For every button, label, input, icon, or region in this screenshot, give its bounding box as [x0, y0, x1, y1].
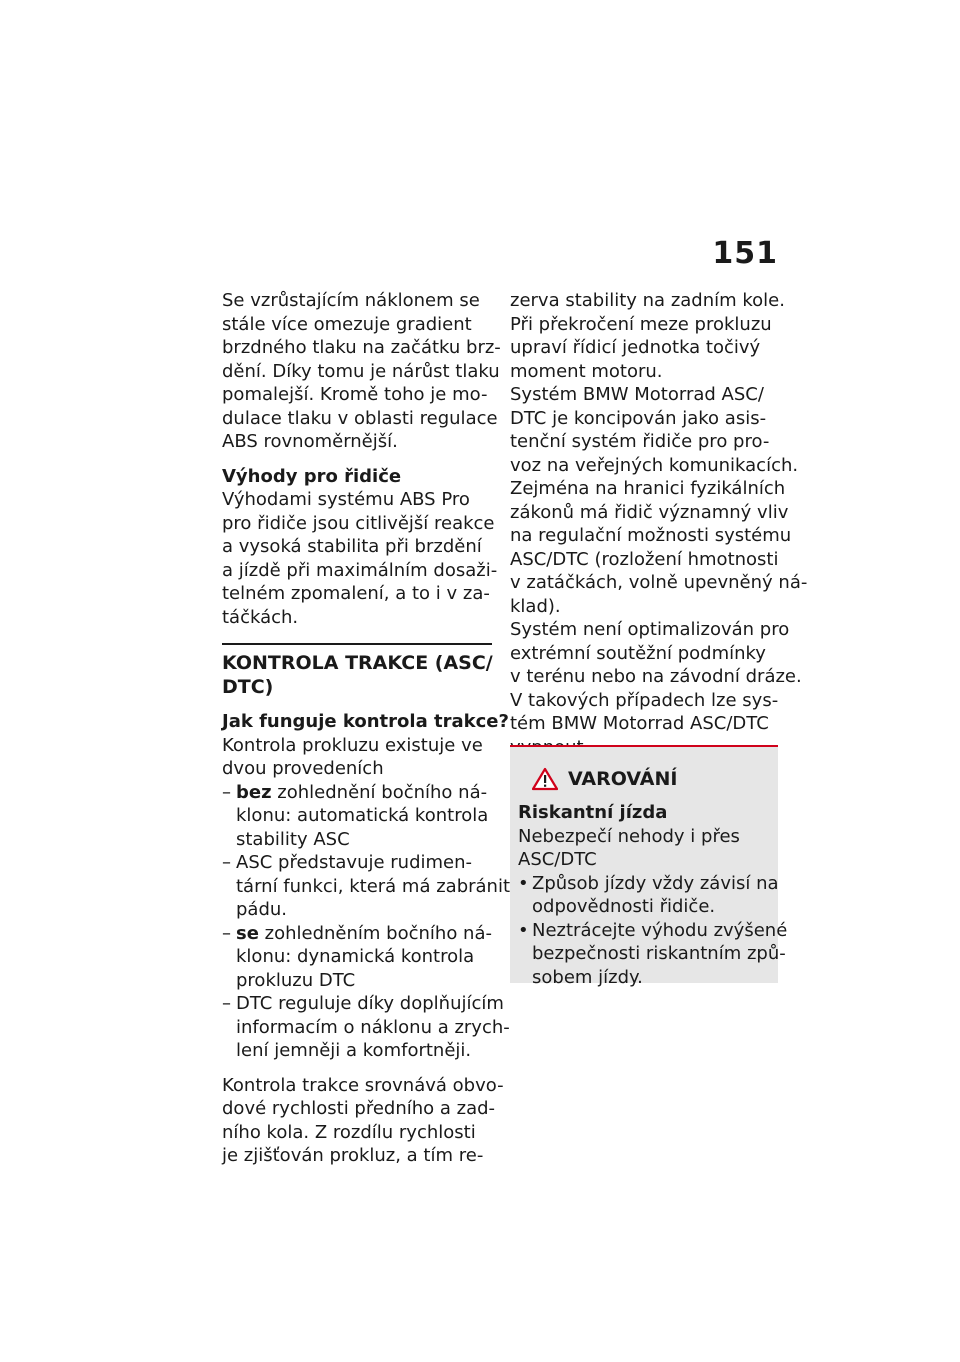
list-item-text: DTC reguluje díky doplňujícím: [236, 993, 504, 1014]
list-item-text: zohledněním bočního ná-: [258, 922, 492, 944]
text-line: a vysoká stabilita při brzdění: [222, 536, 482, 557]
text-line: pro řidiče jsou citlivější reakce: [222, 512, 495, 534]
dash-mark: –: [222, 781, 231, 803]
text-line: Systém BMW Motorrad ASC/: [510, 384, 764, 405]
list-item: [222, 851, 511, 922]
text-line: pádu.: [236, 899, 288, 920]
text-line: brzdného tlaku na začátku brz-: [222, 337, 501, 358]
bullet-text: Neztrácejte výhodu zvýšené: [532, 919, 788, 941]
bullet-mark: •: [518, 872, 529, 894]
text-line: dění. Díky tomu je nárůst tlaku: [222, 360, 500, 382]
warning-bullet: [518, 872, 779, 919]
text-line: V takových případech lze sys-: [510, 689, 779, 711]
text-line: tární funkci, která má zabránit: [236, 875, 511, 897]
text-line: Při překročení meze prokluzu: [510, 313, 772, 335]
text-line: extrémní soutěžní podmínky: [510, 642, 766, 664]
list-item-bold: bez: [236, 781, 272, 803]
text-line: zákonů má řidič významný vliv: [510, 501, 789, 523]
text-line: na regulační možnosti systému: [510, 525, 792, 546]
warning-title: VAROVÁNÍ: [568, 768, 678, 790]
text-line: ABS rovnoměrnější.: [222, 431, 398, 452]
warning-triangle-icon: [532, 767, 558, 791]
section-divider: [222, 643, 492, 645]
variant-list: [222, 781, 511, 1063]
text-line: informacím o náklonu a zrych-: [236, 1016, 510, 1038]
text-line: stále více omezuje gradient: [222, 313, 472, 335]
text-line: klonu: dynamická kontrola: [236, 946, 475, 967]
text-line: prokluzu DTC: [236, 969, 356, 991]
text-line: klonu: automatická kontrola: [236, 805, 489, 826]
section-title: [222, 651, 492, 699]
text-line: dvou provedeních: [222, 758, 384, 779]
text-line: ního kola. Z rozdílu rychlosti: [222, 1121, 476, 1143]
text-line: Nebezpečí nehody i přes: [518, 825, 740, 847]
list-item: [222, 781, 492, 852]
dash-mark: –: [222, 852, 231, 873]
benefits-heading: Výhody pro řidiče: [222, 465, 402, 487]
text-line: táčkách.: [222, 606, 299, 628]
bullet-text: Způsob jízdy vždy závisí na: [532, 872, 779, 894]
text-line: ASC/DTC: [518, 849, 597, 870]
text-line: a jízdě při maximálním dosaži-: [222, 559, 498, 581]
benefits-paragraph: [222, 488, 498, 629]
text-line: je zjišťován prokluz, a tím re-: [222, 1145, 484, 1166]
text-line: pomalejší. Kromě toho je mo-: [222, 384, 488, 405]
warning-header: [532, 767, 776, 791]
text-line: DTC je koncipován jako asis-: [510, 407, 767, 429]
text-line: upraví řídicí jednotka točivý: [510, 337, 761, 358]
text-line: telném zpomalení, a to i v za-: [222, 583, 490, 604]
text-line: stability ASC: [236, 828, 350, 850]
left-column: [222, 289, 511, 1168]
text-line: Kontrola trakce srovnává obvo-: [222, 1074, 504, 1096]
text-line: dové rychlosti předního a zad-: [222, 1098, 496, 1119]
section-title-line: DTC): [222, 676, 274, 698]
dash-mark: –: [222, 993, 231, 1014]
text-line: zerva stability na zadním kole.: [510, 290, 785, 311]
warning-subtitle: Riskantní jízda: [518, 802, 668, 823]
text-line: tém BMW Motorrad ASC/DTC: [510, 713, 769, 734]
how-heading: Jak funguje kontrola trakce?: [222, 711, 509, 732]
bullet-mark: •: [518, 919, 529, 941]
text-line: Zejména na hranici fyzikálních: [510, 478, 786, 499]
list-item-text: ASC představuje rudimen-: [236, 852, 473, 873]
section-title-line: KONTROLA TRAKCE (ASC/: [222, 652, 493, 674]
text-line: moment motoru.: [510, 360, 663, 382]
text-line: Systém není optimalizován pro: [510, 619, 790, 640]
text-line: ASC/DTC (rozložení hmotnosti: [510, 548, 779, 570]
right-column: [510, 289, 808, 759]
list-item: [222, 992, 510, 1063]
text-line: v terénu nebo na závodní dráze.: [510, 666, 802, 687]
dash-mark: –: [222, 922, 231, 944]
text-line: sobem jízdy.: [532, 966, 643, 988]
intro-paragraph: [222, 289, 501, 454]
list-item-bold: se: [236, 922, 259, 944]
warning-box: [510, 745, 788, 988]
text-line: dulace tlaku v oblasti regulace: [222, 407, 498, 429]
text-line: Se vzrůstajícím náklonem se: [222, 290, 480, 311]
text-line: Výhodami systému ABS Pro: [222, 489, 470, 510]
text-line: Kontrola prokluzu existuje ve: [222, 734, 483, 756]
text-line: odpovědnosti řidiče.: [532, 896, 716, 917]
text-line: lení jemněji a komfortněji.: [236, 1040, 472, 1061]
text-line: tenční systém řidiče pro pro-: [510, 431, 770, 452]
warning-bullet: [518, 919, 788, 990]
text-line: bezpečnosti riskantním způ-: [532, 943, 786, 964]
compare-paragraph: [222, 1074, 504, 1168]
list-item: [222, 922, 492, 993]
text-line: klad).: [510, 595, 561, 617]
text-line: voz na veřejných komunikacích.: [510, 454, 799, 476]
page-number: 151: [712, 236, 778, 271]
list-item-text: zohlednění bočního ná-: [271, 781, 488, 803]
text-line: v zatáčkách, volně upevněný ná-: [510, 572, 808, 593]
